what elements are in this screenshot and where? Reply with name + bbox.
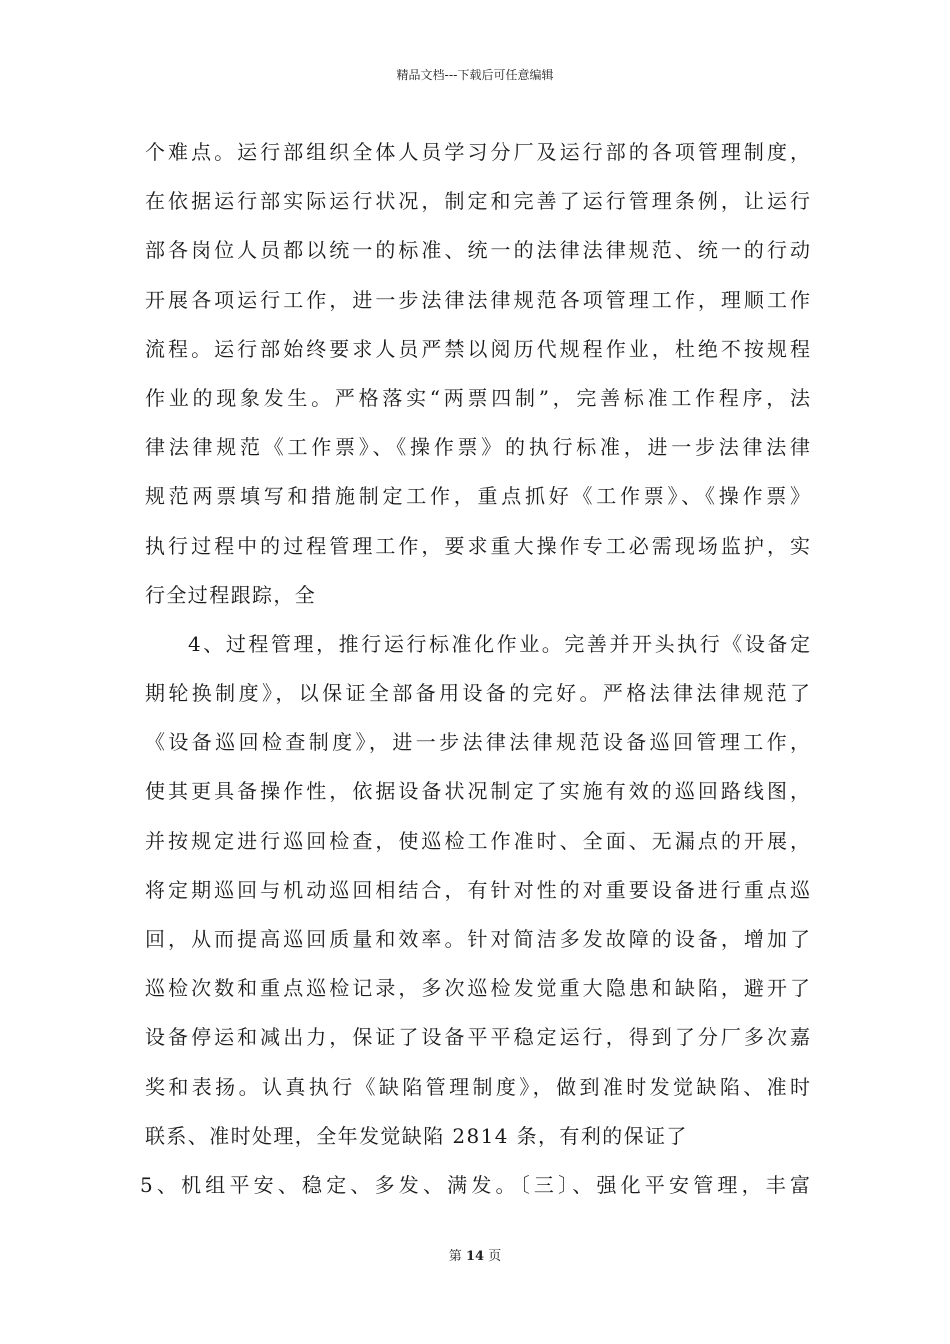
paragraph-line: 4、过程管理，推行运行标准化作业。完善并开头执行《设备定 xyxy=(188,631,810,656)
paragraph-line: 行全过程跟踪，全 xyxy=(145,582,317,607)
page-header: 精品文档---下载后可任意编辑 xyxy=(396,68,554,82)
paragraph-line: 联系、准时处理，全年发觉缺陷 2814 条，有利的保证了 xyxy=(145,1123,688,1148)
paragraph-line: 回，从而提高巡回质量和效率。针对简洁多发故障的设备，增加了 xyxy=(145,927,810,951)
paragraph-line: 在依据运行部实际运行状况，制定和完善了运行管理条例，让运行 xyxy=(145,189,810,214)
document-body xyxy=(140,128,810,1210)
page-number: 14 xyxy=(465,1249,485,1264)
paragraph-line: 规范两票填写和措施制定工作，重点抓好《工作票》、《操作票》 xyxy=(145,484,810,509)
paragraph-line: 设备停运和减出力，保证了设备平平稳定运行，得到了分厂多次嘉 xyxy=(145,1025,810,1050)
paragraph-line: 作业的现象发生。严格落实“两票四制”，完善标准工作程序，法 xyxy=(145,385,810,410)
page-footer xyxy=(0,1245,950,1264)
paragraph-line: 部各岗位人员都以统一的标准、统一的法律法律规范、统一的行动 xyxy=(145,238,810,263)
paragraph-line: 个难点。运行部组织全体人员学习分厂及运行部的各项管理制度， xyxy=(145,140,810,164)
paragraph-line: 巡检次数和重点巡检记录，多次巡检发觉重大隐患和缺陷，避开了 xyxy=(145,976,810,1001)
paragraph-line: 开展各项运行工作，进一步法律法律规范各项管理工作，理顺工作 xyxy=(145,287,810,312)
paragraph-line: 律法律规范《工作票》、《操作票》的执行标准，进一步法律法律 xyxy=(145,435,810,460)
paragraph-line: 5、机组平安、稳定、多发、满发。〔三〕、强化平安管理，丰富 xyxy=(140,1172,810,1197)
page-label-prefix: 第 xyxy=(448,1249,462,1264)
paragraph-line: 执行过程中的过程管理工作，要求重大操作专工必需现场监护，实 xyxy=(145,533,810,558)
paragraph-line: 使其更具备操作性，依据设备状况制定了实施有效的巡回路线图， xyxy=(145,779,810,804)
paragraph-line: 奖和表扬。认真执行《缺陷管理制度》，做到准时发觉缺陷、准时 xyxy=(145,1074,810,1099)
paragraph-line: 并按规定进行巡回检查，使巡检工作准时、全面、无漏点的开展， xyxy=(145,828,810,853)
paragraph-line: 期轮换制度》，以保证全部备用设备的完好。严格法律法律规范了 xyxy=(145,681,810,706)
paragraph-line: 流程。运行部始终要求人员严禁以阅历代规程作业，杜绝不按规程 xyxy=(145,336,810,361)
paragraph-line: 将定期巡回与机动巡回相结合，有针对性的对重要设备进行重点巡 xyxy=(145,877,810,902)
paragraph-line: 《设备巡回检查制度》，进一步法律法律规范设备巡回管理工作， xyxy=(145,730,810,755)
page-label-suffix: 页 xyxy=(488,1249,502,1264)
